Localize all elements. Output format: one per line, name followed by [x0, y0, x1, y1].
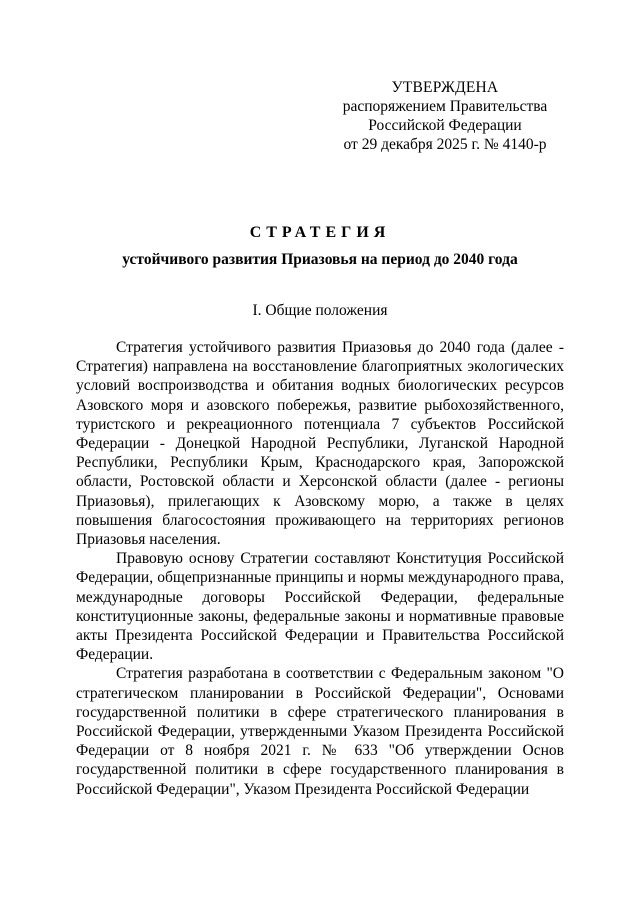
approval-line-2: Российской Федерации	[368, 117, 522, 134]
approval-line-1: распоряжением Правительства	[342, 98, 548, 115]
approval-stamp	[330, 78, 560, 154]
section-heading: I. Общие положения	[252, 302, 388, 319]
paragraph-2: Правовую основу Стратегии составляют Конституция Российской Федерации, общепризнанные принципы и нормы международного права, международные договоры Российской Федерации, федеральные конституционные законы, федеральные законы и нормативные правовые акты Президента Российской Федерации и Правительства Российской Федерации.	[76, 550, 564, 664]
paragraph-3: Стратегия разработана в соответствии с Федеральным законом "О стратегическом планировании в Российской Федерации", Основами государственной политики в сфере стратегического планирования в Российской Федерации, утвержденными Указом Президента Российской Федерации от 8 ноября 2021 г. № 633 "Об утверждении Основ государственной политики в сфере государственного планирования в Российской Федерации", Указом Президента Российской Федерации	[76, 665, 564, 798]
paragraph-1: Стратегия устойчивого развития Приазовья до 2040 года (далее - Стратегия) направлена на восстановление благоприятных экологических условий воспроизводства и обитания водных биологических ресурсов Азовского моря и азовского побережья, развитие рыбохозяйственного, туристского и рекреационного потенциала 7 субъектов Российской Федерации - Донецкой Народной Республики, Луганской Народной Республики, Республики Крым, Краснодарского края, Запорожской области, Ростовской области и Херсонской области (далее - регионы Приазовья), прилегающих к Азовскому морю, а также в целях повышения благосостояния проживающего на территориях регионов Приазовья населения.	[76, 339, 564, 549]
approval-status: УТВЕРЖДЕНА	[391, 79, 499, 96]
approval-line-3: от 29 декабря 2025 г. № 4140-р	[343, 136, 547, 153]
document-subtitle: устойчивого развития Приазовья на период до 2040 года	[122, 251, 518, 268]
document-title: СТРАТЕГИЯ	[249, 224, 391, 241]
body-text	[76, 338, 564, 799]
